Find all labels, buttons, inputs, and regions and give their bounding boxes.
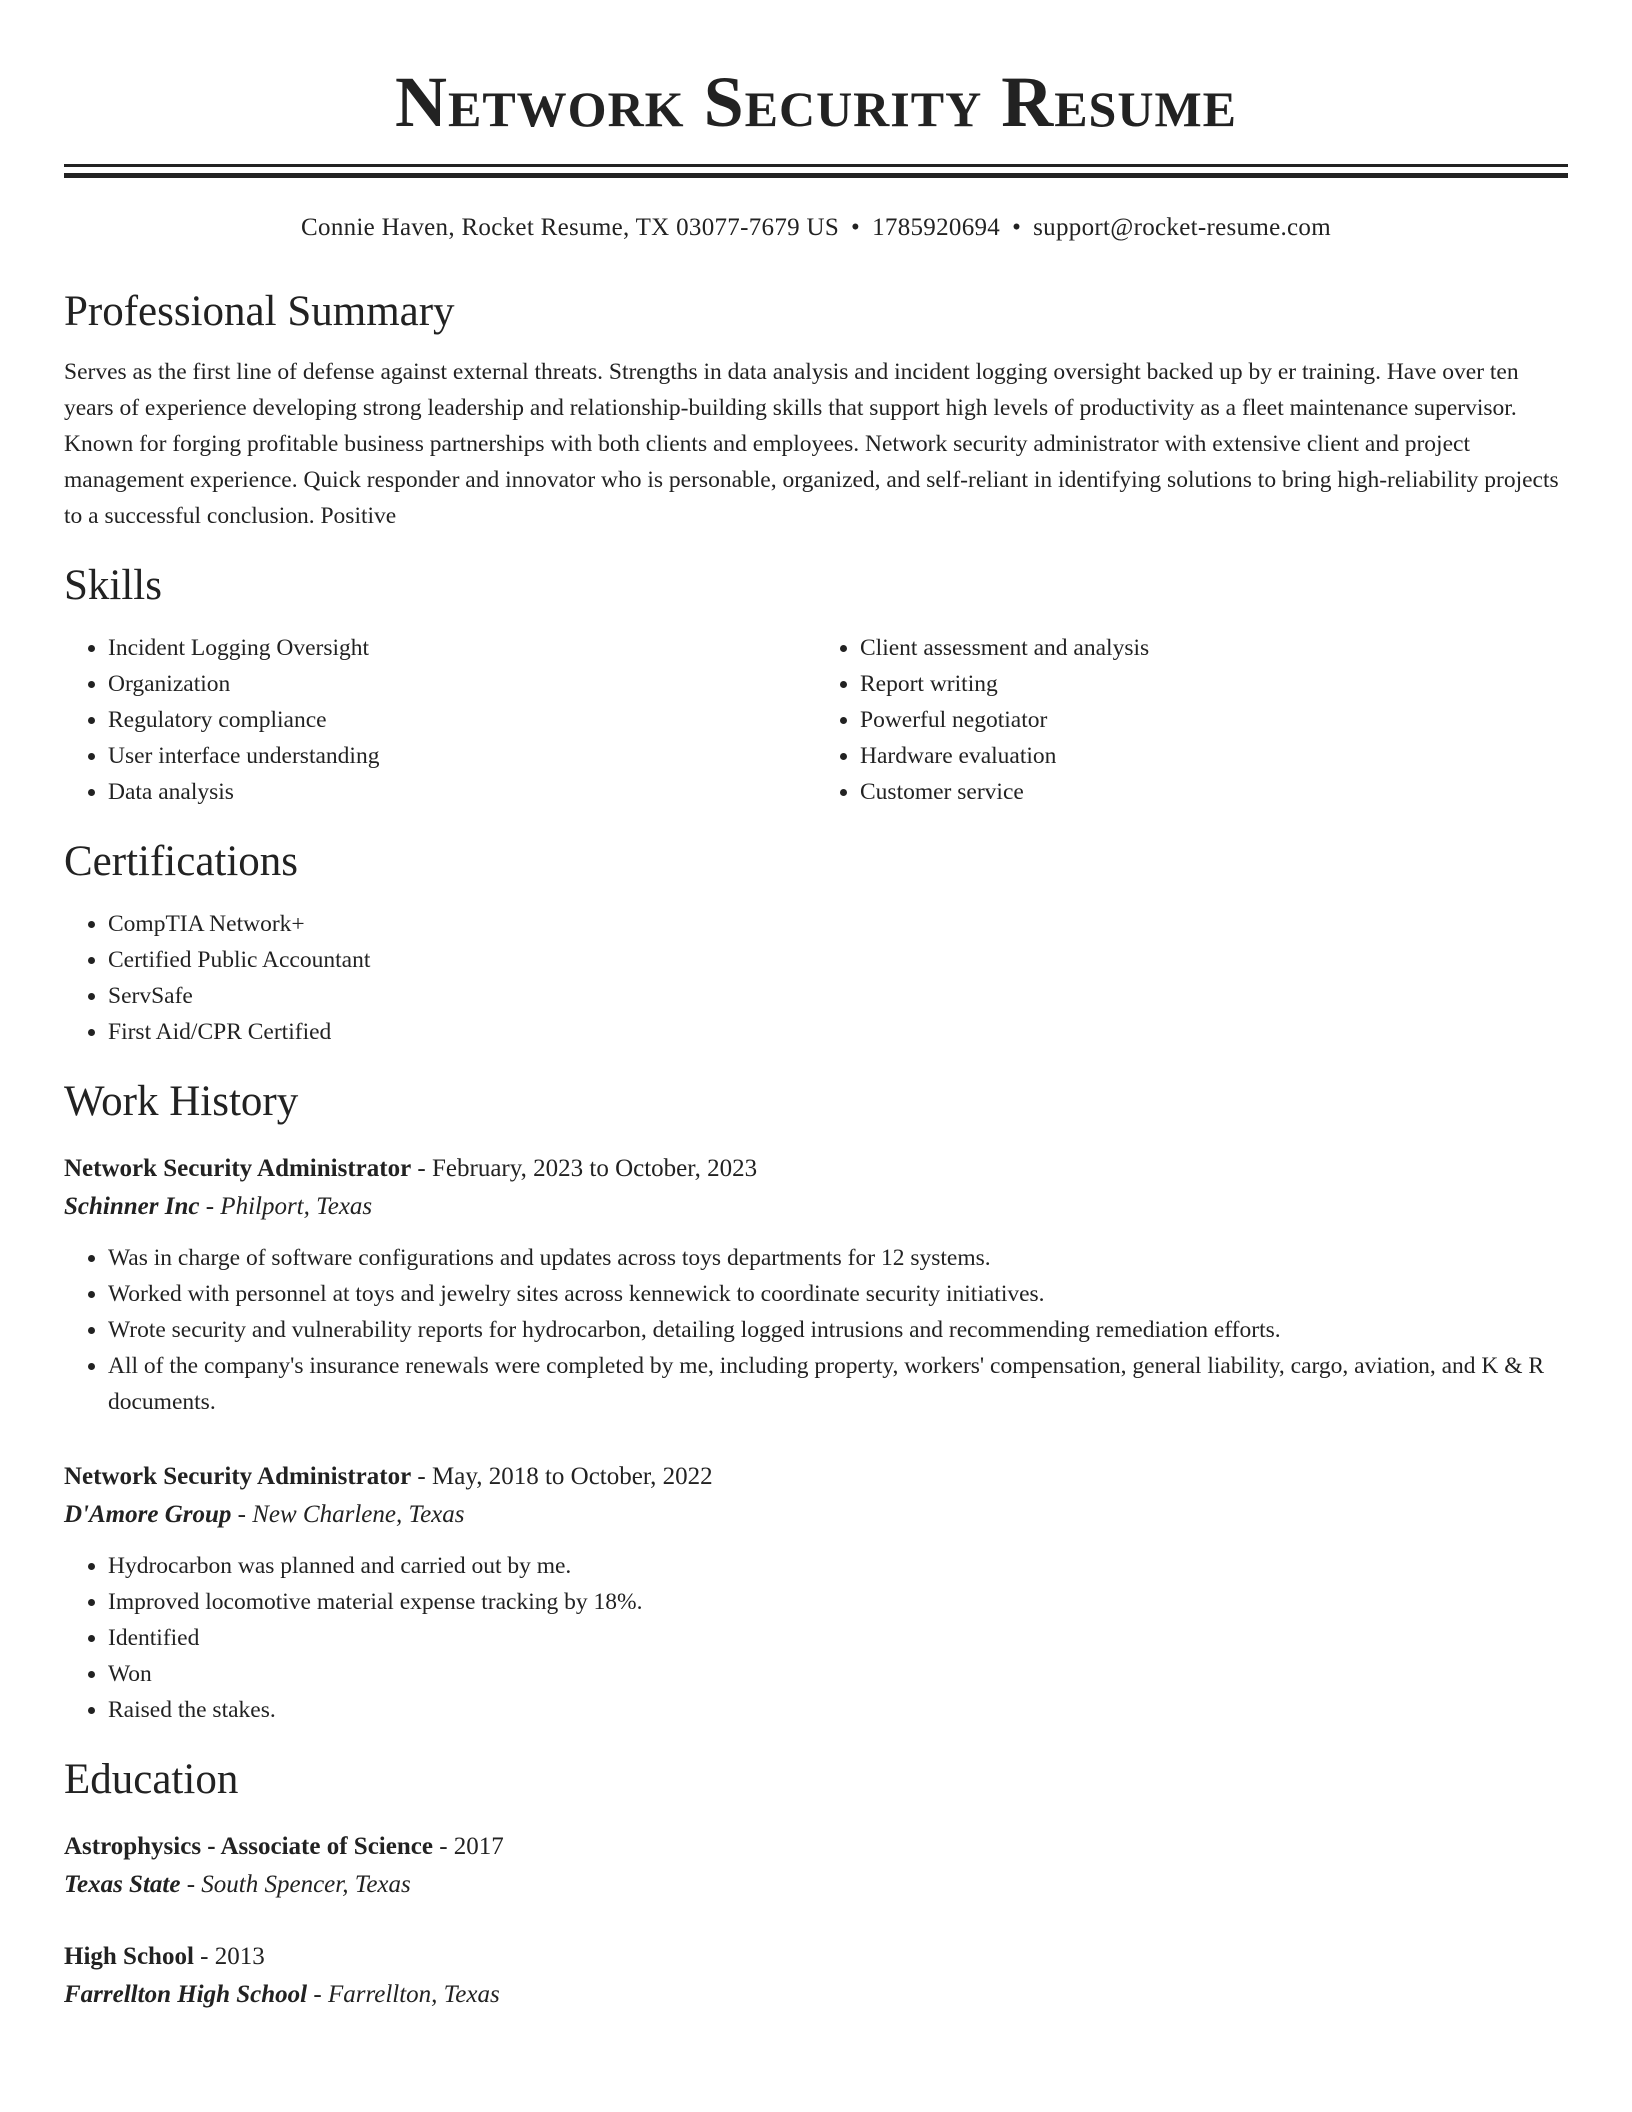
job-location: - Philport, Texas (199, 1193, 373, 1220)
education-degree-line (64, 1938, 1568, 1976)
section-heading-work-history: Work History (64, 1078, 299, 1125)
job-company-line (64, 1496, 1568, 1534)
section-heading-education: Education (64, 1756, 239, 1803)
work-history-section (64, 1076, 1568, 1728)
summary-text: Serves as the first line of defense against external threats. Strengths in data analysis and incident logging oversight backed up by er training. Have over ten years of experience developing strong leadership and relationship-building skills that support high levels of productivity as a fleet maintenance supervisor. Known for forging profitable business partnerships with both clients and employees. Network security administrator with extensive client and project management experience. Quick responder and innovator who is personable, organized, and self-reliant in identifying solutions to bring high-reliability projects to a successful conclusion. Positive (64, 359, 1559, 529)
job-duty-item: • Won (108, 1656, 1568, 1692)
job-entry (64, 1150, 1568, 1420)
education-year: - 2017 (432, 1833, 504, 1860)
job-role: Network Security Administrator (64, 1463, 412, 1490)
job-duty-item: • All of the company's insurance renewals were completed by me, including property, workers' compensation, general liability, cargo, aviation, and K & R documents. (108, 1348, 1568, 1420)
skills-section (64, 560, 1568, 810)
education-degree: High School (64, 1943, 194, 1970)
education-entry (64, 1938, 1568, 2014)
skill-item: • Powerful negotiator (860, 702, 1568, 738)
contact-email: support@rocket-resume.com (1033, 214, 1331, 241)
education-school: Farrellton High School (64, 1981, 308, 2008)
job-company: D'Amore Group (64, 1501, 232, 1528)
education-school-line (64, 1976, 1568, 2014)
job-duty-item: • Worked with personnel at toys and jewelry sites across kennewick to coordinate security initiatives. (108, 1276, 1568, 1312)
job-duties-list (64, 1240, 1568, 1420)
contact-line (64, 212, 1568, 244)
certifications-list (64, 906, 1568, 1050)
job-entry (64, 1458, 1568, 1728)
job-duty-item: • Improved locomotive material expense tracking by 18%. (108, 1584, 1568, 1620)
skill-item: • Organization (108, 666, 816, 702)
education-school-line (64, 1866, 1568, 1904)
skill-item: • Customer service (860, 774, 1568, 810)
skills-list-left (64, 630, 816, 810)
education-school: Texas State (64, 1871, 181, 1898)
professional-summary-section (64, 286, 1568, 534)
skills-grid (64, 630, 1568, 810)
education-entry (64, 1828, 1568, 1904)
resume-title: Network Security Resume (394, 62, 1238, 142)
title-double-rule (64, 164, 1568, 178)
section-heading-summary: Professional Summary (64, 288, 455, 335)
job-duties-list (64, 1548, 1568, 1728)
job-dates: - February, 2023 to October, 2023 (411, 1155, 758, 1182)
skill-item: • Hardware evaluation (860, 738, 1568, 774)
section-heading-certifications: Certifications (64, 838, 299, 885)
job-duty-item: • Raised the stakes. (108, 1692, 1568, 1728)
job-company-line (64, 1188, 1568, 1226)
education-degree: Astrophysics - Associate of Science (64, 1833, 433, 1860)
job-duty-item: • Wrote security and vulnerability reports for hydrocarbon, detailing logged intrusions and recommending remediation efforts. (108, 1312, 1568, 1348)
skill-item: • User interface understanding (108, 738, 816, 774)
skill-item: • Incident Logging Oversight (108, 630, 816, 666)
job-dates: - May, 2018 to October, 2022 (411, 1463, 713, 1490)
education-location: - Farrellton, Texas (307, 1981, 500, 2008)
skills-list-right (816, 630, 1568, 810)
certifications-section (64, 836, 1568, 1050)
skill-item: • Regulatory compliance (108, 702, 816, 738)
education-section (64, 1754, 1568, 2014)
contact-phone: 1785920694 (872, 214, 1001, 241)
job-location: - New Charlene, Texas (231, 1501, 465, 1528)
certification-item: • Certified Public Accountant (108, 942, 1568, 978)
job-company: Schinner Inc (64, 1193, 200, 1220)
certification-item: • ServSafe (108, 978, 1568, 1014)
contact-separator: • (1012, 214, 1022, 241)
job-title-line (64, 1458, 1568, 1496)
skill-item: • Data analysis (108, 774, 816, 810)
certification-item: • CompTIA Network+ (108, 906, 1568, 942)
certification-item: • First Aid/CPR Certified (108, 1014, 1568, 1050)
skill-item: • Client assessment and analysis (860, 630, 1568, 666)
education-year: - 2013 (193, 1943, 265, 1970)
contact-separator: • (851, 214, 861, 241)
education-location: - South Spencer, Texas (180, 1871, 411, 1898)
job-duty-item: • Hydrocarbon was planned and carried out by me. (108, 1548, 1568, 1584)
education-degree-line (64, 1828, 1568, 1866)
section-heading-skills: Skills (64, 562, 162, 609)
job-role: Network Security Administrator (64, 1155, 412, 1182)
contact-address: Connie Haven, Rocket Resume, TX 03077-7679 US (301, 214, 840, 241)
job-duty-item: • Was in charge of software configurations and updates across toys departments for 12 systems. (108, 1240, 1568, 1276)
job-duty-item: • Identified (108, 1620, 1568, 1656)
job-title-line (64, 1150, 1568, 1188)
skill-item: • Report writing (860, 666, 1568, 702)
